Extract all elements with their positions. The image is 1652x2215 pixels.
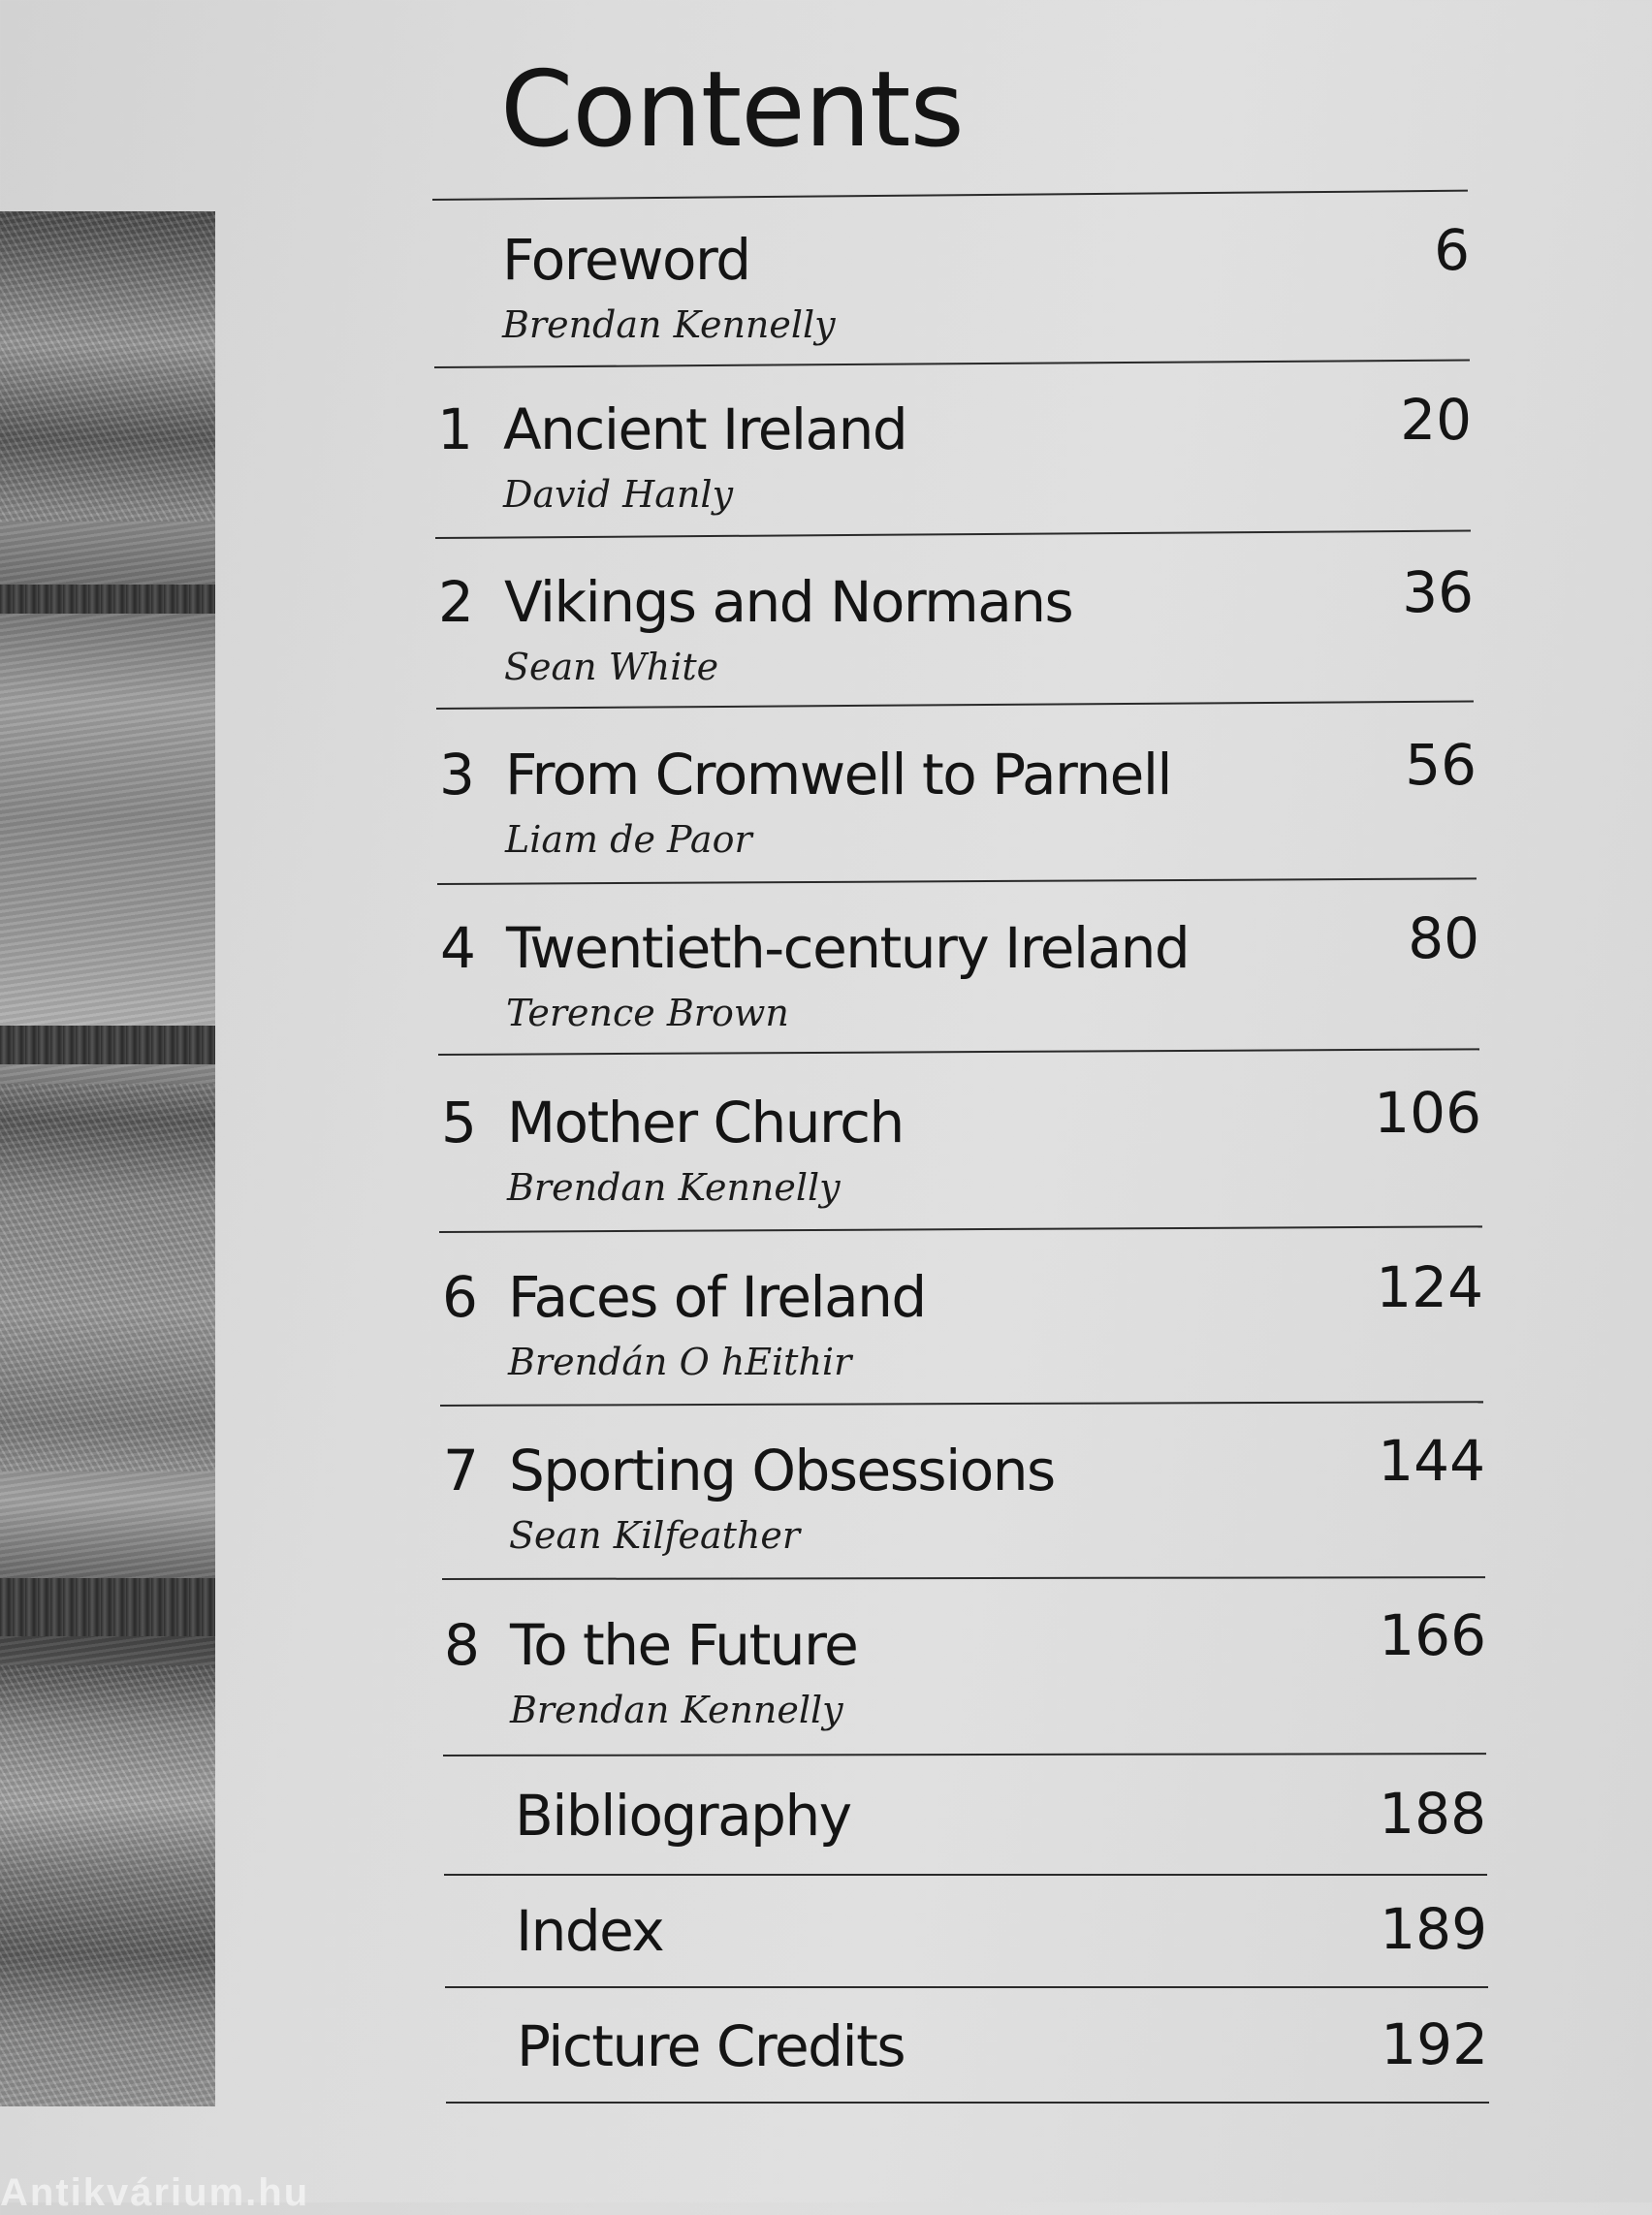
toc-entry-2[interactable] bbox=[438, 559, 1474, 725]
section-title: Bibliography bbox=[515, 1783, 851, 1849]
chapter-author: Brendan Kennelly bbox=[502, 303, 836, 346]
photo-field bbox=[0, 1084, 215, 1471]
toc-entry-1[interactable] bbox=[437, 387, 1472, 553]
page-number: 80 bbox=[1408, 905, 1479, 971]
chapter-title: Twentieth-century Ireland bbox=[506, 915, 1190, 981]
chapter-author: Brendan Kennelly bbox=[510, 1689, 843, 1731]
chapter-title: Sporting Obsessions bbox=[509, 1438, 1055, 1503]
chapter-number: 1 bbox=[437, 396, 473, 462]
stone-wall bbox=[0, 585, 215, 614]
toc-entry-3[interactable] bbox=[439, 732, 1477, 898]
page-number: 20 bbox=[1400, 387, 1472, 453]
toc-entry-5[interactable] bbox=[441, 1080, 1481, 1246]
toc-entry-index[interactable] bbox=[450, 1896, 1487, 1977]
section-title: Picture Credits bbox=[517, 2013, 905, 2079]
toc-entry-6[interactable] bbox=[442, 1254, 1483, 1420]
divider bbox=[432, 190, 1468, 201]
toc-entry-7[interactable] bbox=[443, 1428, 1485, 1594]
chapter-title: Vikings and Normans bbox=[504, 569, 1073, 635]
page-number: 6 bbox=[1434, 217, 1470, 283]
chapter-title: Faces of Ireland bbox=[508, 1264, 926, 1330]
chapter-author: Sean Kilfeather bbox=[509, 1514, 801, 1557]
photo-field bbox=[0, 211, 215, 522]
chapter-author: David Hanly bbox=[503, 473, 734, 516]
page-number: 166 bbox=[1379, 1602, 1486, 1668]
toc-entry-bibliography[interactable] bbox=[449, 1781, 1486, 1861]
chapter-author: Sean White bbox=[504, 646, 719, 688]
chapter-title: Ancient Ireland bbox=[503, 396, 907, 462]
toc-entry-picture-credits[interactable] bbox=[451, 2011, 1488, 2092]
stone-wall bbox=[0, 1026, 215, 1064]
chapter-author: Terence Brown bbox=[506, 992, 789, 1034]
chapter-number: 4 bbox=[440, 915, 476, 981]
page-number: 188 bbox=[1379, 1781, 1486, 1847]
toc-entry-8[interactable] bbox=[444, 1602, 1486, 1768]
chapter-number: 2 bbox=[438, 569, 474, 635]
chapter-title: Mother Church bbox=[507, 1090, 904, 1155]
landscape-photo bbox=[0, 211, 215, 2106]
divider bbox=[445, 1986, 1488, 1988]
chapter-number: 6 bbox=[442, 1264, 478, 1330]
page-number: 192 bbox=[1381, 2011, 1488, 2077]
section-title: Index bbox=[516, 1898, 664, 1964]
stone-wall bbox=[0, 1578, 215, 1636]
chapter-title: From Cromwell to Parnell bbox=[505, 742, 1172, 807]
page-number: 124 bbox=[1376, 1254, 1483, 1320]
chapter-author: Brendán O hEithir bbox=[508, 1341, 852, 1383]
toc-entry-4[interactable] bbox=[440, 905, 1479, 1071]
watermark: Antikvárium.hu bbox=[0, 2171, 310, 2214]
page-number: 36 bbox=[1402, 559, 1474, 625]
page-number: 144 bbox=[1378, 1428, 1485, 1494]
chapter-title: To the Future bbox=[510, 1612, 858, 1678]
chapter-author: Brendan Kennelly bbox=[507, 1166, 841, 1209]
page-number: 106 bbox=[1374, 1080, 1481, 1146]
page-number: 189 bbox=[1380, 1896, 1487, 1962]
chapter-number: 5 bbox=[441, 1090, 477, 1155]
chapter-number: 3 bbox=[439, 742, 475, 807]
page-title: Contents bbox=[500, 49, 964, 171]
photo-field bbox=[0, 1665, 215, 2106]
chapter-number: 7 bbox=[443, 1438, 479, 1503]
chapter-number: 8 bbox=[444, 1612, 480, 1678]
page-number: 56 bbox=[1405, 732, 1477, 798]
divider bbox=[444, 1874, 1487, 1876]
chapter-author: Liam de Paor bbox=[505, 818, 752, 861]
divider bbox=[446, 2102, 1489, 2104]
chapter-title: Foreword bbox=[502, 227, 750, 293]
toc-entry-foreword[interactable] bbox=[436, 217, 1470, 383]
